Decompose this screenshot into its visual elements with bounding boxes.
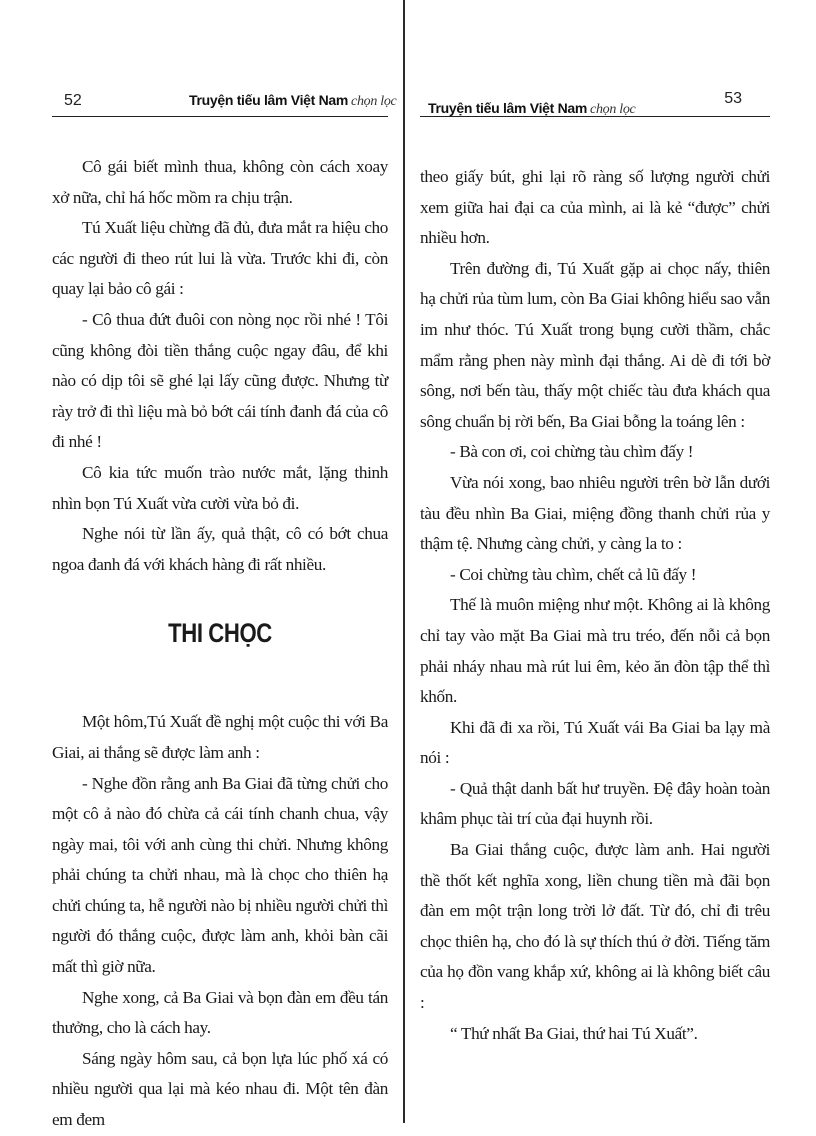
paragraph: Tú Xuất liệu chừng đã đủ, đưa mắt ra hiệu cho các người đi theo rút lui là vừa. Trước khi đi, còn quay lại bảo cô gái : [52, 218, 388, 299]
paragraph: Khi đã đi xa rồi, Tú Xuất vái Ba Giai ba lạy mà nói : [420, 717, 770, 768]
paragraph: - Bà con ơi, coi chừng tàu chìm đấy ! [450, 442, 694, 462]
paragraph: Cô gái biết mình thua, không còn cách xoay xở nữa, chỉ há hốc mồm ra chịu trận. [52, 157, 388, 207]
paragraph: Một hôm,Tú Xuất đề nghị một cuộc thi với Ba Giai, ai thắng sẽ được làm anh : [52, 712, 388, 762]
left-running-head [52, 88, 397, 117]
paragraph: - Quả thật danh bất hư truyền. Đệ đây hoàn toàn khâm phục tài trí của đại huynh rồi. [420, 778, 770, 829]
paragraph: - Cô thua đứt đuôi con nòng nọc rồi nhé ! Tôi cũng không đòi tiền thắng cuộc ngay đâu, để khi nào có dịp tôi sẽ ghé lại lấy cũng được. Nhưng từ rày trở đi thì liệu mà bỏ bớt cái tính đanh đá của cô đi nhé ! [52, 309, 388, 452]
left-page-number: 52 [64, 92, 82, 109]
paragraph: - Coi chừng tàu chìm, chết cả lũ đấy ! [450, 564, 697, 584]
right-page-number: 53 [724, 90, 742, 107]
left-book-subtitle: chọn lọc [351, 94, 397, 109]
paragraph: Vừa nói xong, bao nhiêu người trên bờ lẫn dưới tàu đều nhìn Ba Giai, miệng đồng thanh chửi rủa y thậm tệ. Nhưng càng chửi, y càng la to : [420, 472, 770, 554]
right-body-text [420, 162, 770, 1049]
paragraph: Sáng ngày hôm sau, cả bọn lựa lúc phố xá có nhiều người qua lại mà kéo nhau đi. Một tên đàn em đem [52, 1048, 388, 1130]
right-book-title: Truyện tiếu lâm Việt Nam chọn lọc [428, 100, 636, 117]
left-book-title: Truyện tiếu lâm Việt Nam chọn lọc [189, 92, 397, 109]
right-running-head [420, 88, 770, 117]
paragraph: Nghe xong, cả Ba Giai và bọn đàn em đều tán thưởng, cho là cách hay. [52, 987, 388, 1038]
left-body-text [52, 152, 388, 1136]
paragraph: - Nghe đồn rằng anh Ba Giai đã từng chửi cho một cô ả nào đó chừa cả cái tính chanh chua, vậy ngày mai, tôi với anh cùng thi chửi. Nhưng không phải chúng ta chửi nhau, mà là chọc cho thiên hạ chửi chúng ta, hễ người nào bị nhiều người chửi thì người đó thắng cuộc, được làm anh, khỏi bàn cãi mất thì giờ nữa. [52, 773, 388, 977]
story-title: THI CHỌC [168, 618, 272, 649]
page-gutter [403, 0, 405, 1123]
paragraph: Nghe nói từ lần ấy, quả thật, cô có bớt chua ngoa đanh đá với khách hàng đi rất nhiều. [52, 524, 388, 574]
paragraph: Ba Giai thắng cuộc, được làm anh. Hai người thề thốt kết nghĩa xong, liền chung tiền mà đãi bọn đàn em một trận long trời lở đất. Từ đó, chỉ đi trêu chọc thiên hạ, cho đó là sự thích thú ở đời. Tiếng tăm của họ đồn vang khắp xứ, không ai là không biết câu : [420, 840, 770, 1013]
paragraph: Cô kia tức muốn trào nước mắt, lặng thinh nhìn bọn Tú Xuất vừa cười vừa bỏ đi. [52, 462, 388, 513]
paragraph: Thế là muôn miệng như một. Không ai là không chỉ tay vào mặt Ba Giai mà tru tréo, đến nỗi cả bọn phải nháy nhau mà rút lui êm, kẻo ăn đòn tập thể thì khốn. [420, 595, 770, 707]
right-book-subtitle: chọn lọc [590, 102, 636, 117]
paragraph: “ Thứ nhất Ba Giai, thứ hai Tú Xuất”. [450, 1023, 698, 1043]
paragraph: Trên đường đi, Tú Xuất gặp ai chọc nấy, thiên hạ chửi rủa tùm lum, còn Ba Giai không hiểu sao vẫn im như thóc. Tú Xuất trong bụng cười thầm, chắc mẩm rằng phen này mình đại thắng. Ai dè đi tới bờ sông, nơi bến tàu, thấy một chiếc tàu đưa khách qua sông chuẩn bị rời bến, Ba Giai bỗng la toáng lên : [420, 258, 770, 431]
paragraph: theo giấy bút, ghi lại rõ ràng số lượng người chửi xem giữa hai đại ca của mình, ai là kẻ “được” chửi nhiều hơn. [420, 167, 770, 248]
